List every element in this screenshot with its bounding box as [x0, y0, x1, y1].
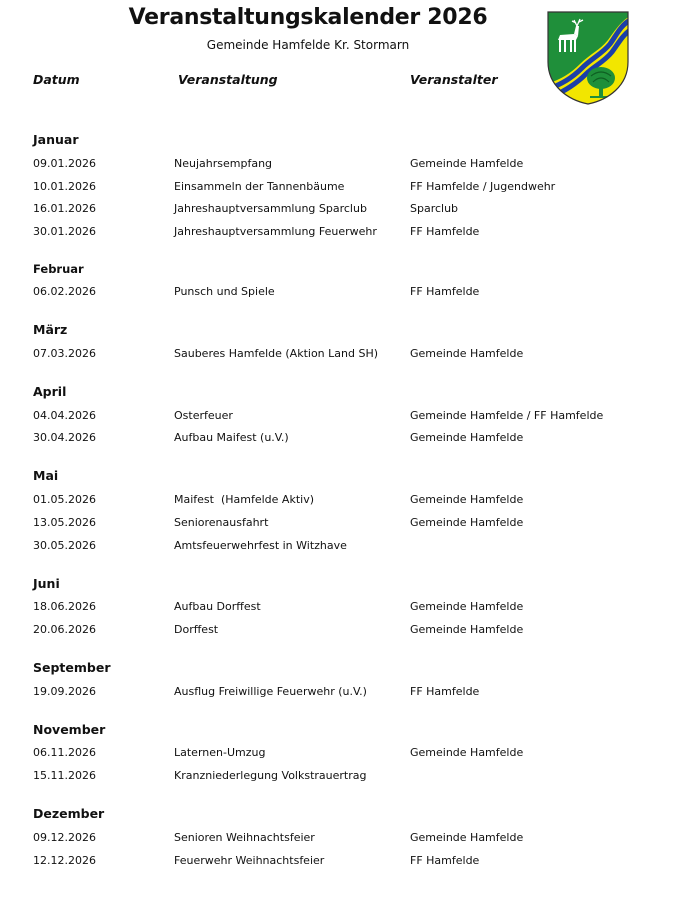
table-row — [0, 746, 676, 764]
event-date: 10.01.2026 — [33, 180, 96, 193]
table-row — [0, 180, 676, 198]
table-row — [0, 347, 676, 365]
event-date: 07.03.2026 — [33, 347, 96, 360]
event-name: Jahreshauptversammlung Sparclub — [174, 202, 367, 215]
event-organizer: FF Hamfelde — [410, 285, 480, 298]
event-organizer: FF Hamfelde / Jugendwehr — [410, 180, 556, 193]
month-heading-september: September — [33, 660, 111, 675]
event-organizer: Gemeinde Hamfelde / FF Hamfelde — [410, 409, 604, 422]
table-row — [0, 831, 676, 849]
table-row — [0, 769, 676, 787]
event-date: 13.05.2026 — [33, 516, 96, 529]
table-row — [0, 157, 676, 175]
event-organizer: FF Hamfelde — [410, 685, 480, 698]
event-name: Einsammeln der Tannenbäume — [174, 180, 345, 193]
table-row — [0, 685, 676, 703]
event-date: 15.11.2026 — [33, 769, 96, 782]
event-date: 09.01.2026 — [33, 157, 96, 170]
page-title: Veranstaltungskalender 2026 — [128, 5, 488, 30]
event-name: Sauberes Hamfelde (Aktion Land SH) — [174, 347, 379, 360]
event-organizer: Gemeinde Hamfelde — [410, 746, 524, 759]
table-row — [0, 854, 676, 872]
event-organizer: Gemeinde Hamfelde — [410, 493, 524, 506]
month-heading-november: November — [33, 722, 106, 737]
coat-of-arms-icon — [546, 10, 630, 106]
event-date: 30.01.2026 — [33, 225, 96, 238]
event-organizer: Gemeinde Hamfelde — [410, 347, 524, 360]
column-header-date: Datum — [33, 72, 80, 87]
event-name: Senioren Weihnachtsfeier — [174, 831, 315, 844]
table-row — [0, 516, 676, 534]
event-organizer: Gemeinde Hamfelde — [410, 600, 524, 613]
table-row — [0, 409, 676, 427]
event-name: Maifest (Hamfelde Aktiv) — [174, 493, 314, 506]
month-heading-april: April — [33, 384, 67, 399]
event-date: 01.05.2026 — [33, 493, 96, 506]
event-date: 12.12.2026 — [33, 854, 96, 867]
event-date: 20.06.2026 — [33, 623, 96, 636]
event-date: 19.09.2026 — [33, 685, 96, 698]
event-organizer: Gemeinde Hamfelde — [410, 623, 524, 636]
event-organizer: Gemeinde Hamfelde — [410, 831, 524, 844]
table-row — [0, 202, 676, 220]
event-name: Dorffest — [174, 623, 219, 636]
event-name: Ausflug Freiwillige Feuerwehr (u.V.) — [174, 685, 367, 698]
event-date: 30.04.2026 — [33, 431, 96, 444]
event-date: 18.06.2026 — [33, 600, 96, 613]
event-date: 16.01.2026 — [33, 202, 96, 215]
page-subtitle: Gemeinde Hamfelde Kr. Stormarn — [206, 38, 410, 52]
column-header-event: Veranstaltung — [178, 72, 278, 87]
event-name: Aufbau Maifest (u.V.) — [174, 431, 289, 444]
table-row — [0, 623, 676, 641]
event-organizer: Sparclub — [410, 202, 459, 215]
event-name: Amtsfeuerwehrfest in Witzhave — [174, 539, 347, 552]
event-organizer: FF Hamfelde — [410, 225, 480, 238]
event-organizer: Gemeinde Hamfelde — [410, 431, 524, 444]
event-date: 06.11.2026 — [33, 746, 96, 759]
table-row — [0, 600, 676, 618]
month-heading-dezember: Dezember — [33, 806, 105, 821]
event-name: Punsch und Spiele — [174, 285, 275, 298]
event-organizer: Gemeinde Hamfelde — [410, 516, 524, 529]
event-name: Jahreshauptversammlung Feuerwehr — [174, 225, 377, 238]
month-heading-mai: Mai — [33, 468, 59, 483]
month-heading-juni: Juni — [33, 576, 60, 591]
event-name: Seniorenausfahrt — [174, 516, 269, 529]
table-row — [0, 539, 676, 557]
event-organizer: Gemeinde Hamfelde — [410, 157, 524, 170]
event-date: 06.02.2026 — [33, 285, 96, 298]
event-name: Neujahrsempfang — [174, 157, 273, 170]
month-heading-februar: Februar — [33, 262, 84, 276]
event-name: Osterfeuer — [174, 409, 233, 422]
table-row — [0, 431, 676, 449]
event-name: Feuerwehr Weihnachtsfeier — [174, 854, 325, 867]
event-name: Kranzniederlegung Volkstrauertrag — [174, 769, 367, 782]
event-organizer: FF Hamfelde — [410, 854, 480, 867]
table-row — [0, 493, 676, 511]
month-heading-januar: Januar — [33, 132, 79, 147]
event-date: 30.05.2026 — [33, 539, 96, 552]
event-name: Aufbau Dorffest — [174, 600, 261, 613]
table-row — [0, 225, 676, 243]
event-name: Laternen-Umzug — [174, 746, 266, 759]
month-heading-maerz: März — [33, 322, 68, 337]
event-date: 04.04.2026 — [33, 409, 96, 422]
table-row — [0, 285, 676, 303]
event-date: 09.12.2026 — [33, 831, 96, 844]
column-header-organizer: Veranstalter — [410, 72, 498, 87]
